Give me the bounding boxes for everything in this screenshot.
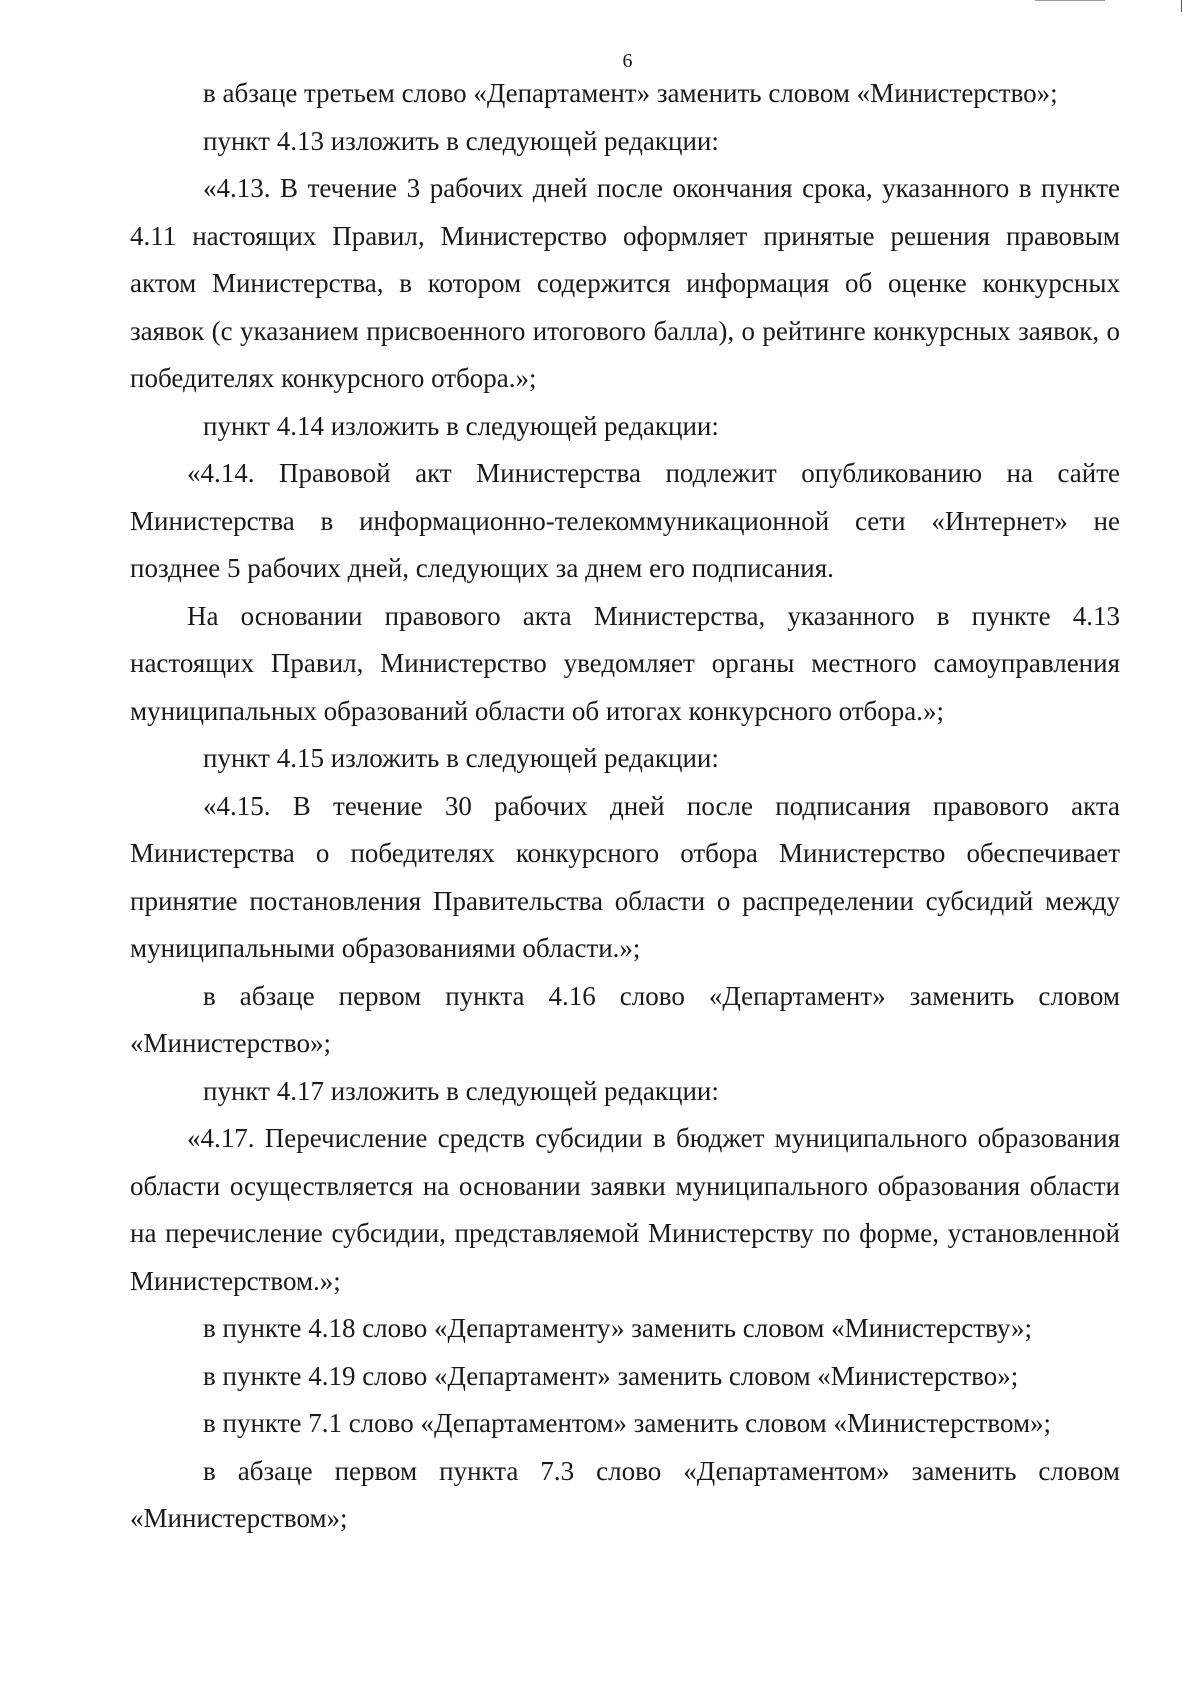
page-number: 6 (622, 50, 633, 72)
paragraph: пункт 4.14 изложить в следующей редакции: (203, 410, 719, 441)
document-body (130, 70, 1120, 1543)
scan-mark (1035, 0, 1105, 1)
paragraph: «4.17. Перечисление средств субсидии в бюджет муниципального образования области осуществляется на основании заявки муниципального образования области на перечисление субсидии, представляемой Министерству по форме, установленной Министерством.»; (130, 1123, 1120, 1296)
paragraph: в пункте 4.18 слово «Департаменту» заменить словом «Министерству»; (203, 1313, 1032, 1343)
paragraph: пункт 4.13 изложить в следующей редакции: (203, 125, 719, 156)
paragraph: в абзаце первом пункта 7.3 слово «Департаментом» заменить словом «Министерством»; (130, 1455, 1120, 1533)
paragraph: «4.13. В течение 3 рабочих дней после окончания срока, указанного в пункте 4.11 настоящих Правил, Министерство оформляет принятые решения правовым актом Министерства, в котором содержится информация об оценке конкурсных заявок (с указанием присвоенного итогового балла), о рейтинге конкурсных заявок, о победителях конкурсного отбора.»; (130, 173, 1120, 393)
paragraph: в пункте 7.1 слово «Департаментом» заменить словом «Министерством»; (203, 1408, 1052, 1438)
scan-mark (1181, 0, 1182, 12)
paragraph: На основании правового акта Министерства, указанного в пункте 4.13 настоящих Правил, Министерство уведомляет органы местного самоуправления муниципальных образований области об итогах конкурсного отбора.»; (130, 600, 1120, 726)
paragraph: в абзаце третьем слово «Департамент» заменить словом «Министерство»; (203, 78, 1058, 108)
paragraph: пункт 4.17 изложить в следующей редакции: (203, 1075, 719, 1106)
paragraph: «4.14. Правовой акт Министерства подлежит опубликованию на сайте Министерства в информационно-телекоммуникационной сети «Интернет» не позднее 5 рабочих дней, следующих за днем его подписания. (130, 458, 1120, 583)
paragraph: пункт 4.15 изложить в следующей редакции: (203, 743, 719, 773)
paragraph: «4.15. В течение 30 рабочих дней после подписания правового акта Министерства о победителях конкурсного отбора Министерство обеспечивает принятие постановления Правительства области о распределении субсидий между муниципальными образованиями области.»; (130, 790, 1120, 963)
paragraph: в абзаце первом пункта 4.16 слово «Департамент» заменить словом «Министерство»; (130, 980, 1120, 1058)
paragraph: в пункте 4.19 слово «Департамент» заменить словом «Министерство»; (203, 1360, 1019, 1391)
